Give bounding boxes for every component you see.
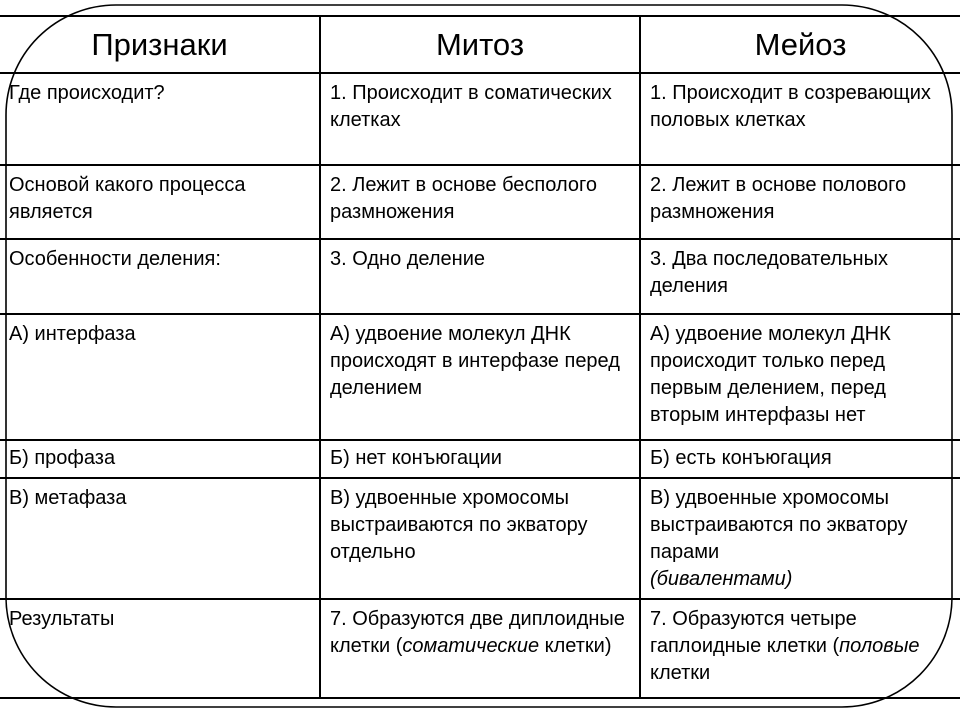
row-mitosis-cell: 1. Происходит в соматических клетках [320,73,640,165]
mitosis-meiosis-comparison-table [0,15,960,699]
row-feature-cell: Особенности деления: [0,239,320,314]
header-features: Признаки [0,16,320,73]
row-meiosis-cell [640,478,960,599]
row-mitosis-cell: Б) нет конъюгации [320,440,640,478]
row-mitosis-cell [320,599,640,698]
row-meiosis-cell: Б) есть конъюгация [640,440,960,478]
table-row [0,239,960,314]
row-feature-cell: Б) профаза [0,440,320,478]
bivalents-italic-text: (бивалентами) [650,568,793,590]
row-meiosis-cell: 1. Происходит в созревающих половых клетках [640,73,960,165]
header-meiosis: Мейоз [640,16,960,73]
table-row [0,314,960,440]
row-mitosis-cell: 3. Одно деление [320,239,640,314]
row-feature-cell: Где происходит? [0,73,320,165]
header-mitosis: Митоз [320,16,640,73]
table-row [0,440,960,478]
meiosis-result-text: 7. Образуются четыре гаплоидные клетки ( [650,608,857,657]
row-feature-cell: А) интерфаза [0,314,320,440]
row-feature-cell: Основой какого процесса является [0,165,320,239]
table-header-row [0,16,960,73]
row-mitosis-cell: В) удвоенные хромосомы выстраиваются по экватору отдельно [320,478,640,599]
somatic-italic-text: соматические [402,635,540,657]
table-row [0,478,960,599]
meiosis-result-tail: клетки [650,662,711,684]
row-meiosis-cell [640,599,960,698]
table-row [0,165,960,239]
meiosis-metaphase-text: В) удвоенные хромосомы выстраиваются по экватору парами [650,487,908,563]
row-meiosis-cell: А) удвоение молекул ДНК происходит только перед первым делением, перед вторым интерфазы нет [640,314,960,440]
sexual-italic-text: половые [839,635,920,657]
table-row [0,599,960,698]
mitosis-result-text: 7. Образуются две диплоидные клетки ( [330,608,625,657]
row-feature-cell: Результаты [0,599,320,698]
row-meiosis-cell: 2. Лежит в основе полового размножения [640,165,960,239]
mitosis-result-tail: клетки) [539,635,612,657]
row-mitosis-cell: 2. Лежит в основе бесполого размножения [320,165,640,239]
row-feature-cell: В) метафаза [0,478,320,599]
row-mitosis-cell: А) удвоение молекул ДНК происходят в интерфазе перед делением [320,314,640,440]
table-row [0,73,960,165]
row-meiosis-cell: 3. Два последовательных деления [640,239,960,314]
comparison-table-container [0,15,960,699]
